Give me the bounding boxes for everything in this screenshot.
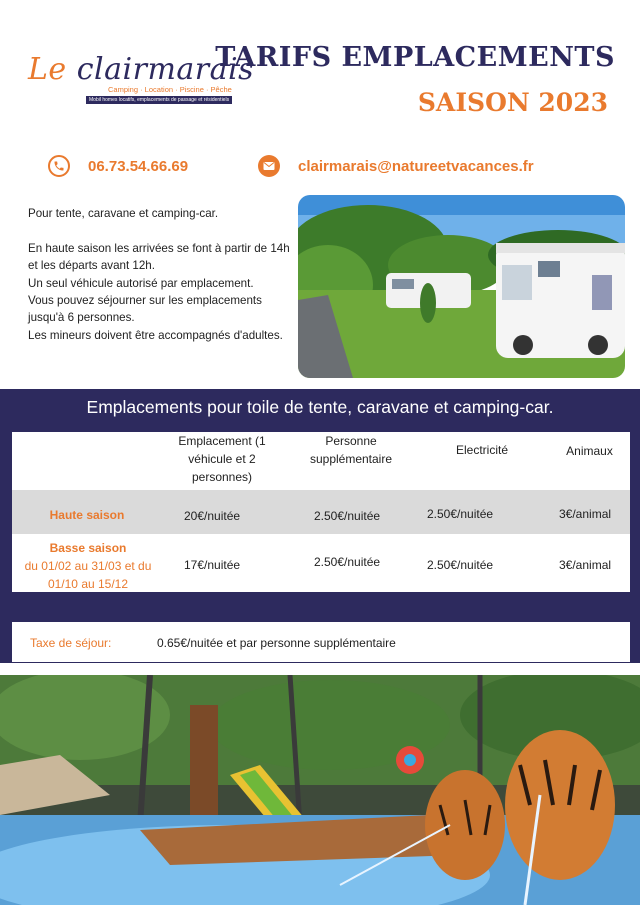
page-subtitle: SAISON 2023 bbox=[417, 88, 608, 117]
header-electricite: Electricité bbox=[455, 443, 508, 457]
pool-photo bbox=[0, 675, 640, 905]
basse-saison-label: Basse saison bbox=[49, 541, 127, 555]
mail-icon bbox=[258, 155, 280, 177]
phone-icon bbox=[48, 155, 70, 177]
intro-line-2: En haute saison les arrivées se font à partir de 14h et les départs avant 12h. bbox=[28, 241, 290, 273]
phone-number: 06.73.54.66.69 bbox=[88, 157, 189, 175]
logo-subline: Mobil homes locatifs, emplacements de passage et résidentiels bbox=[86, 96, 232, 104]
header-emplacement: Emplacement (1 véhicule et 2 personnes) bbox=[178, 434, 266, 484]
campsite-photo bbox=[298, 195, 625, 378]
basse-saison-dates: du 01/02 au 31/03 et du 01/10 au 15/12 bbox=[24, 559, 152, 591]
tax-value: 0.65€/nuitée et par personne supplémentaire bbox=[157, 636, 396, 650]
tax-label: Taxe de séjour: bbox=[30, 636, 112, 650]
table-row-haute-saison bbox=[12, 490, 630, 534]
basse-electricite: 2.50€/nuitée bbox=[427, 558, 494, 572]
haute-electricite: 2.50€/nuitée bbox=[427, 507, 494, 521]
intro-line-1: Pour tente, caravane et camping-car. bbox=[28, 207, 219, 220]
intro-text bbox=[28, 205, 296, 344]
email-address: clairmarais@natureetvacances.fr bbox=[298, 157, 534, 175]
intro-line-4: Vous pouvez séjourner sur les emplacements jusqu'à 6 personnes. bbox=[28, 294, 262, 325]
intro-line-3: Un seul véhicule autorisé par emplacement. bbox=[28, 276, 254, 290]
logo-tagline: Camping · Location · Piscine · Pêche bbox=[108, 85, 232, 94]
basse-personne: 2.50€/nuitée bbox=[314, 555, 381, 569]
haute-animaux: 3€/animal bbox=[559, 507, 612, 521]
page-title: TARIFS EMPLACEMENTS bbox=[215, 42, 615, 73]
header-animaux: Animaux bbox=[566, 444, 613, 458]
pricing-title: Emplacements pour toile de tente, caravane et camping-car. bbox=[86, 397, 554, 417]
haute-personne: 2.50€/nuitée bbox=[314, 509, 381, 523]
intro-line-5: Les mineurs doivent être accompagnés d'adultes. bbox=[28, 328, 283, 342]
basse-emplacement: 17€/nuitée bbox=[184, 558, 241, 572]
logo-wordmark: Le clairmarais bbox=[28, 52, 254, 87]
header-personne: Personne supplémentaire bbox=[309, 434, 393, 466]
haute-emplacement: 20€/nuitée bbox=[184, 509, 241, 523]
basse-animaux: 3€/animal bbox=[559, 558, 612, 572]
tax-box bbox=[12, 622, 630, 662]
logo bbox=[28, 52, 254, 112]
email-contact[interactable] bbox=[258, 155, 534, 177]
haute-saison-label: Haute saison bbox=[49, 508, 125, 522]
pricing-table bbox=[12, 432, 630, 592]
phone-contact[interactable] bbox=[48, 155, 188, 177]
